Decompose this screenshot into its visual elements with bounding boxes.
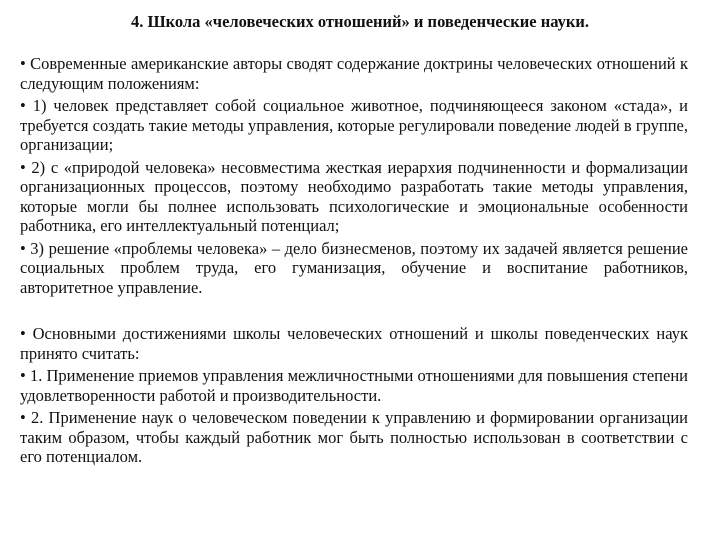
bullet-intro: • Современные американские авторы сводят содержание доктрины человеческих отношений к следующим положениям:	[20, 54, 688, 93]
achievement-1: • 1. Применение приемов управления межличностными отношениями для повышения степени удовлетворенности работой и производительности.	[20, 366, 688, 405]
achievements-intro: • Основными достижениями школы человеческих отношений и школы поведенческих наук принято считать:	[20, 324, 688, 363]
bullet-point-1: • 1) человек представляет собой социальное животное, подчиняющееся законом «стада», и требуется создать такие методы управления, которые регулировали поведение людей в группе, организации;	[20, 96, 688, 154]
bullet-point-2: • 2) с «природой человека» несовместима жесткая иерархия подчиненности и формализации организационных процессов, поэтому необходимо разработать такие методы управления, которые могли бы полнее использовать психологические и эмоциональные особенности работника, его интеллектуальный потенциал;	[20, 157, 688, 235]
slide-title: 4. Школа «человеческих отношений» и поведенческие науки.	[130, 12, 590, 31]
bullet-point-3: • 3) решение «проблемы человека» – дело бизнесменов, поэтому их задачей является решение социальных проблем труда, его гуманизация, обучение и воспитание работников, авторитетное управление.	[20, 238, 688, 297]
slide-body	[20, 54, 688, 470]
achievement-2: • 2. Применение наук о человеческом поведении к управлению и формировании организации таким образом, чтобы каждый работник мог быть полностью использован в соответствии с его потенциалом.	[20, 408, 688, 466]
section-gap	[20, 300, 688, 324]
